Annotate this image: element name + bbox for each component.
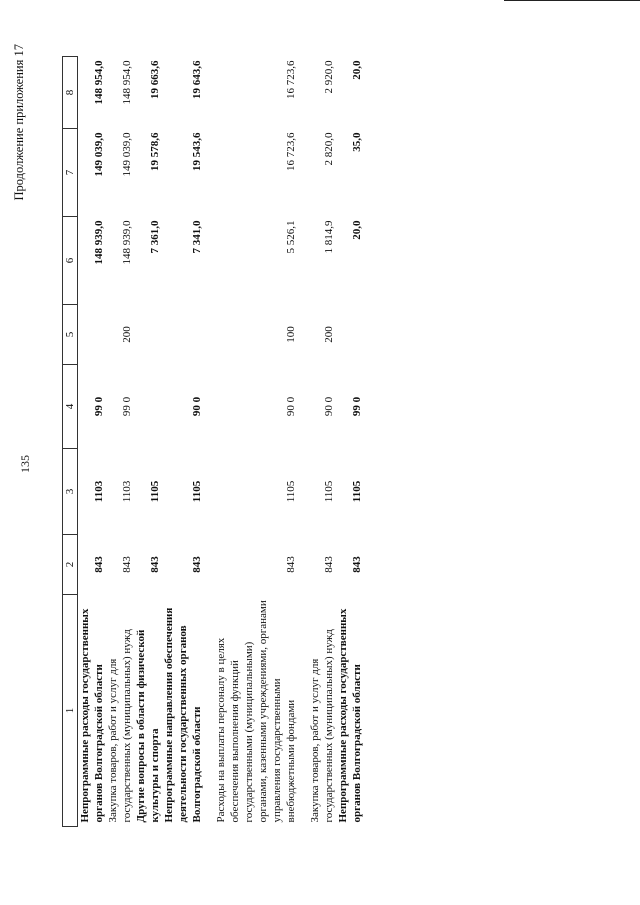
appendix-title: Продолжение приложения 17	[12, 44, 26, 201]
cell-ministry: 843	[121, 556, 133, 573]
cell-amount-2: 2 820,0	[323, 132, 335, 166]
cell-program: 90 0	[285, 396, 297, 417]
cell-amount-1: 7 341,0	[191, 220, 203, 254]
cell-program: 99 0	[93, 396, 105, 417]
cell-expense-type	[336, 305, 364, 365]
table-row	[308, 57, 336, 827]
cell-ministry: 843	[191, 556, 203, 573]
table-header-row	[63, 57, 78, 827]
cell-section: 1103	[93, 480, 105, 503]
cell-expense-type	[162, 305, 204, 365]
row-name: Расходы на выплаты персоналу в целях обеспечения выполнения функций государственными (муниципальными) органами, казенными учреждениями, органами управления государственными внебюджетными фондами	[215, 600, 297, 823]
cell-section: 1105	[191, 480, 203, 503]
budget-table	[62, 56, 364, 827]
row-name: Непрограммные расходы государственных органов Волгоградской области	[79, 608, 105, 823]
table-row	[106, 57, 134, 827]
table-row	[162, 57, 204, 827]
cell-ministry: 843	[93, 556, 105, 573]
cell-amount-2: 35,0	[351, 132, 363, 152]
cell-amount-1: 20,0	[351, 220, 363, 240]
cell-program: 99 0	[351, 396, 363, 417]
cell-amount-3: 2 920,0	[323, 60, 335, 94]
cell-amount-1: 148 939,0	[121, 220, 133, 265]
cell-ministry: 843	[285, 556, 297, 573]
column-header: 8	[63, 57, 78, 129]
table-row	[336, 57, 364, 827]
column-header: 1	[63, 595, 78, 827]
cell-amount-1: 148 939,0	[93, 220, 105, 265]
cell-program: 99 0	[121, 396, 133, 417]
cell-amount-3: 148 954,0	[121, 60, 133, 105]
cell-expense-type	[78, 305, 107, 365]
row-name: Другие вопросы в области физической культуры и спорта	[135, 629, 161, 823]
cell-expense-type: 200	[121, 326, 133, 343]
cell-amount-1: 5 526,1	[285, 220, 297, 254]
cell-amount-3: 148 954,0	[93, 60, 105, 105]
cell-section: 1105	[323, 480, 335, 503]
cell-ministry: 843	[149, 556, 161, 573]
table-row	[78, 57, 107, 827]
cell-amount-1: 7 361,0	[149, 220, 161, 254]
cell-amount-3: 19 643,6	[191, 60, 203, 99]
row-name: Непрограммные направления обеспечения деятельности государственных органов Волгоградской области	[163, 607, 203, 823]
column-header: 3	[63, 449, 78, 535]
cell-amount-2: 149 039,0	[121, 132, 133, 177]
cell-program: 90 0	[323, 396, 335, 417]
cell-expense-type: 200	[323, 326, 335, 343]
table-row	[214, 57, 298, 827]
cell-amount-3: 16 723,6	[285, 60, 297, 99]
cell-section: 1105	[149, 480, 161, 503]
cell-section: 1105	[351, 480, 363, 503]
row-spacer	[204, 57, 214, 827]
cell-amount-2: 16 723,6	[285, 132, 297, 171]
row-name: Закупка товаров, работ и услуг для государственных (муниципальных) нужд	[309, 629, 335, 823]
row-name: Закупка товаров, работ и услуг для государственных (муниципальных) нужд	[107, 629, 133, 823]
cell-amount-2: 19 578,6	[149, 132, 161, 171]
cell-amount-3: 19 663,6	[149, 60, 161, 99]
cell-program: 90 0	[191, 396, 203, 417]
cell-section: 1103	[121, 480, 133, 503]
cell-amount-3: 20,0	[351, 60, 363, 80]
column-header: 2	[63, 535, 78, 595]
row-spacer	[298, 57, 308, 827]
cell-amount-2: 19 543,6	[191, 132, 203, 171]
table-row	[134, 57, 162, 827]
column-header: 5	[63, 305, 78, 365]
page-number: 135	[18, 455, 32, 473]
cell-ministry: 843	[323, 556, 335, 573]
column-header: 4	[63, 365, 78, 449]
cell-program	[134, 365, 162, 449]
cell-ministry: 843	[351, 556, 363, 573]
row-name: Непрограммные расходы государственных органов Волгоградской области	[337, 608, 363, 823]
column-header: 7	[63, 129, 78, 217]
cell-amount-2: 149 039,0	[93, 132, 105, 177]
cell-section: 1105	[285, 480, 297, 503]
cell-amount-1: 1 814,9	[323, 220, 335, 254]
cell-expense-type: 100	[285, 326, 297, 343]
column-header: 6	[63, 217, 78, 305]
cell-expense-type	[134, 305, 162, 365]
